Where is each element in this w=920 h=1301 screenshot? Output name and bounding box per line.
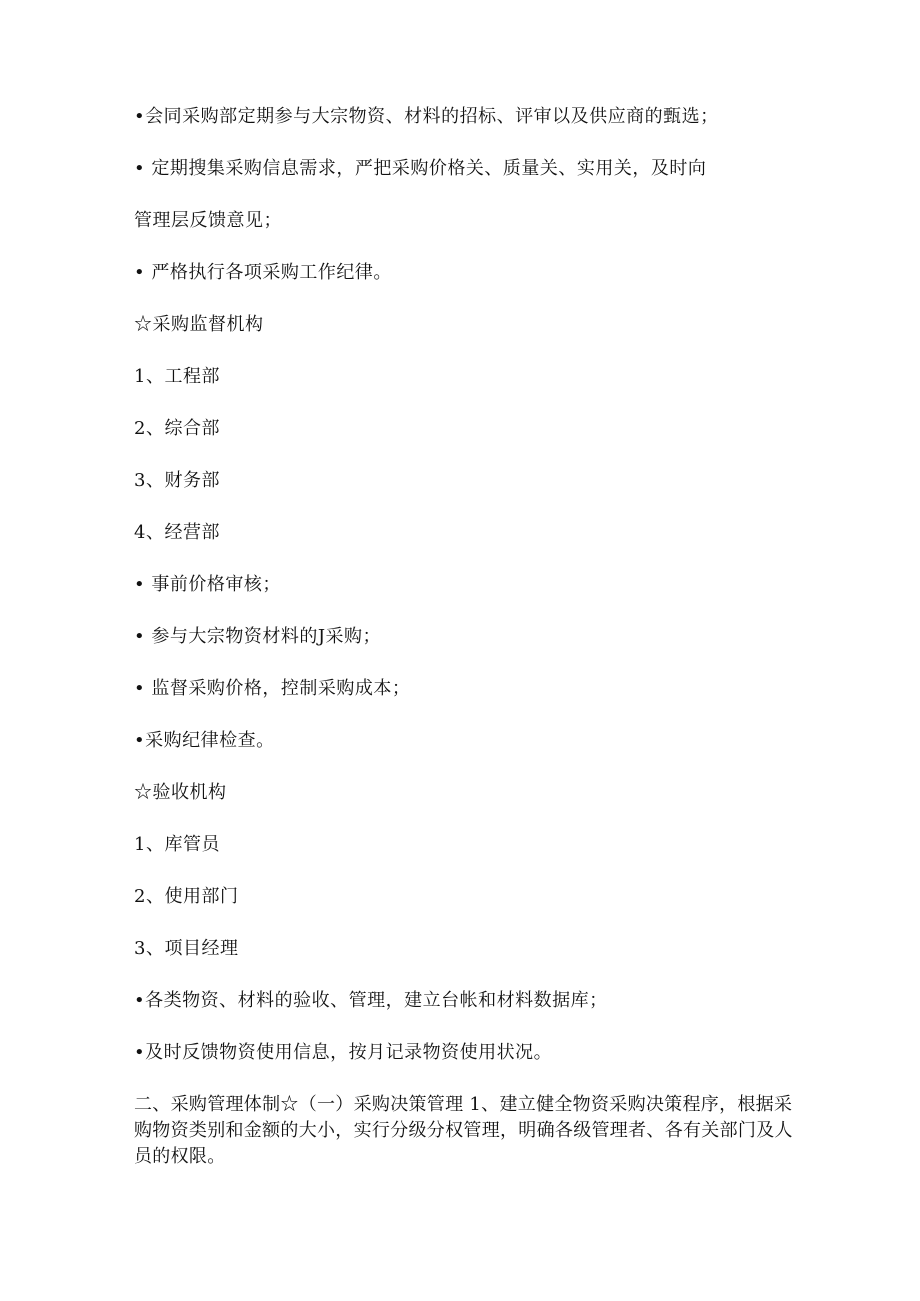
- list-item: 3、财务部: [134, 470, 220, 491]
- list-item: 4、经营部: [134, 522, 220, 543]
- list-item: 2、综合部: [134, 418, 220, 439]
- section-heading: ☆采购监督机构: [134, 314, 264, 335]
- section-heading: ☆验收机构: [134, 782, 227, 803]
- bullet-item: • 监督采购价格，控制采购成本；: [134, 678, 411, 699]
- list-item: 1、库管员: [134, 834, 220, 855]
- text-line: •会同采购部定期参与大宗物资、材料的招标、评审以及供应商的甄选；: [134, 106, 719, 127]
- bullet-item: •采购纪律检查。: [134, 730, 275, 751]
- text-line: 管理层反馈意见；: [134, 210, 282, 231]
- text-line: • 严格执行各项采购工作纪律。: [134, 262, 392, 283]
- body-paragraph: 二、采购管理体制☆（一）采购决策管理 1、建立健全物资采购决策程序，根据采购物资类别和金额的大小，实行分级分权管理，明确各级管理者、各有关部门及人员的权限。: [134, 1094, 793, 1167]
- bullet-item: •及时反馈物资使用信息，按月记录物资使用状况。: [134, 1042, 553, 1063]
- bullet-item: • 参与大宗物资材料的J采购；: [134, 626, 382, 647]
- bullet-item: •各类物资、材料的验收、管理，建立台帐和材料数据库；: [134, 990, 608, 1011]
- bullet-item: • 事前价格审核；: [134, 574, 281, 595]
- list-item: 1、工程部: [134, 366, 220, 387]
- text-line: • 定期搜集采购信息需求，严把采购价格关、质量关、实用关，及时向: [134, 158, 707, 179]
- list-item: 3、项目经理: [134, 938, 239, 959]
- list-item: 2、使用部门: [134, 886, 239, 907]
